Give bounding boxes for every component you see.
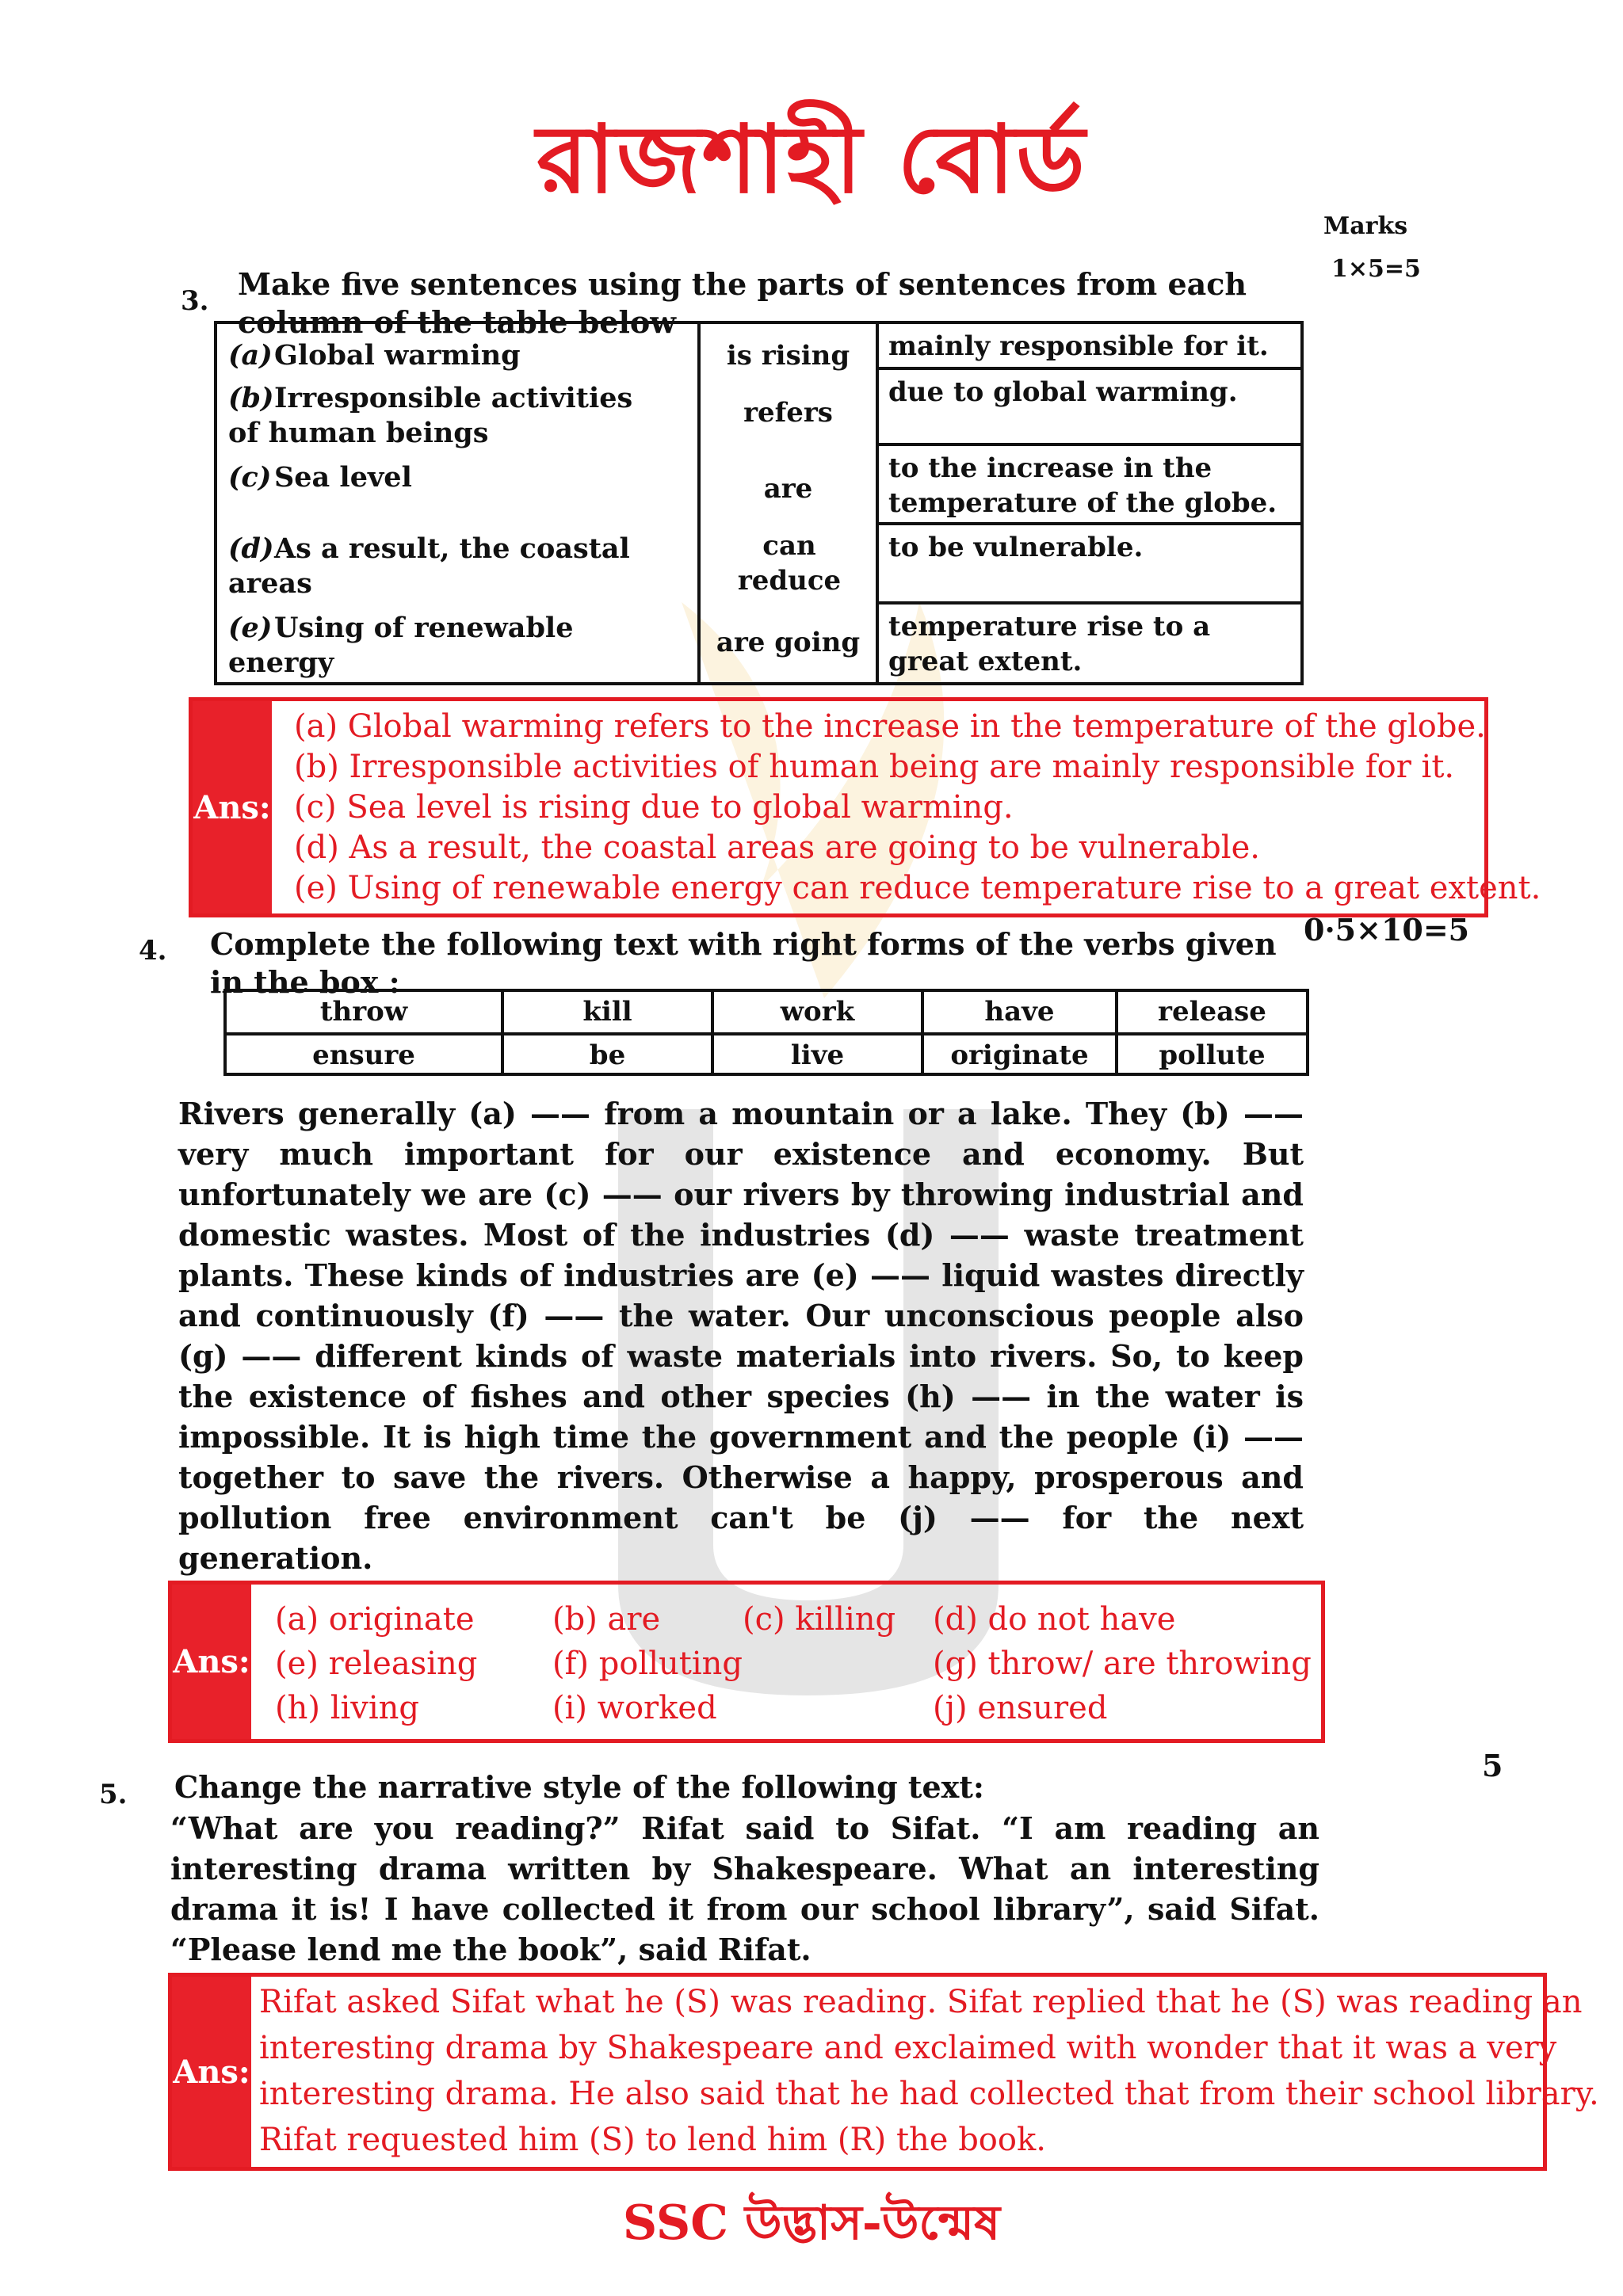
question-number-3: 3. <box>181 285 209 317</box>
verb-cell: throw <box>227 992 504 1032</box>
verb-cell: refers <box>743 397 833 429</box>
question-4-instruction: Complete the following text with right forms of the verbs given in the box : <box>210 926 1277 1000</box>
table-row-b: (b)Irresponsible activities of human beings <box>228 382 633 449</box>
answer-line: (e) Using of renewable energy can reduce temperature rise to a great extent. <box>294 870 1541 906</box>
table-row-c: (c) Sea level <box>228 461 412 494</box>
answer-item: (j) ensured <box>933 1690 1108 1726</box>
ending-cell: temperature rise to a great extent. <box>888 611 1211 677</box>
answer-line: Rifat requested him (S) to lend him (R) the book. <box>259 2122 1046 2158</box>
answer-line: (b) Irresponsible activities of human being are mainly responsible for it. <box>294 749 1455 785</box>
question-4-marks: 0·5×10=5 <box>1304 912 1470 948</box>
table-row-d: (d)As a result, the coastal areas <box>228 532 630 600</box>
answer-box-q5 <box>168 1973 1599 2171</box>
question-number-4: 4. <box>139 935 167 967</box>
answer-line: (a) Global warming refers to the increase in the temperature of the globe. <box>294 708 1486 745</box>
answer-item: (a) originate <box>275 1601 475 1638</box>
table-column-c <box>879 324 1300 682</box>
verb-cell: be <box>504 1035 714 1076</box>
verb-cell: ensure <box>227 1035 504 1076</box>
answer-item: (f) polluting <box>552 1646 743 1682</box>
answer-item: (c) killing <box>743 1601 896 1638</box>
answer-item: (e) releasing <box>275 1646 478 1682</box>
answer-item: (h) living <box>275 1690 420 1726</box>
question-5-instruction: Change the narrative style of the following text: <box>174 1769 984 1805</box>
verb-box <box>223 989 1309 1076</box>
verb-cell: pollute <box>1159 1039 1266 1071</box>
answer-line: (d) As a result, the coastal areas are going to be vulnerable. <box>294 830 1260 866</box>
marks-label: Marks <box>1323 212 1408 240</box>
question-number-5: 5. <box>99 1779 128 1810</box>
answer-line: interesting drama. He also said that he had collected that from their school library. <box>259 2076 1599 2112</box>
question-4-passage: Rivers generally (a) —— from a mountain or a lake. They (b) —— very much important for our existence and economy. But unfortunately we are (c) —— our rivers by throwing industrial and domestic wastes. Most of the industries (d) —— waste treatment plants. These kinds of industries are (e) —— liquid wastes directly and continuously (f) —— the water. Our unconscious people also (g) —— different kinds of waste materials into rivers. So, to keep the existence of fishes and other species (h) —— in the water is impossible. It is high time the government and the people (i) —— together to save the rivers. Otherwise a happy, prosperous and pollution free environment can't be (j) —— for the next generation. <box>178 1096 1304 1576</box>
question-3-instruction: Make five sentences using the parts of sentences from each column of the table below <box>238 266 1247 340</box>
answer-item: (g) throw/ are throwing <box>933 1646 1312 1682</box>
answer-item: (d) do not have <box>933 1601 1176 1638</box>
ending-cell: to the increase in the temperature of the globe. <box>879 446 1300 525</box>
question-5-marks: 5 <box>1482 1748 1503 1783</box>
sentence-parts-table <box>214 321 1304 685</box>
answer-tag: Ans: <box>193 701 272 913</box>
verb-cell: kill <box>504 992 714 1032</box>
answer-line: (c) Sea level is rising due to global warming. <box>294 789 1014 826</box>
table-row-a: (a)Global warming <box>228 339 521 372</box>
ending-cell: due to global warming. <box>879 370 1300 446</box>
answer-tag: Ans: <box>172 1977 251 2167</box>
ending-cell: mainly responsible for it. <box>879 324 1300 370</box>
answer-item: (b) are <box>552 1601 661 1638</box>
board-title: রাজশাহী বোর্ড <box>536 105 1087 214</box>
verb-cell: are <box>763 473 813 505</box>
verb-cell: live <box>714 1035 924 1076</box>
table-row-e: (e)Using of renewable energy <box>228 612 574 679</box>
verb-cell: can reduce <box>737 530 842 597</box>
answer-line: Rifat asked Sifat what he (S) was reading. Sifat replied that he (S) was reading an <box>259 1984 1583 2020</box>
ending-cell: to be vulnerable. <box>879 525 1300 605</box>
verb-cell: originate <box>924 1035 1118 1076</box>
verb-cell: have <box>924 992 1118 1032</box>
answer-item: (i) worked <box>552 1690 717 1726</box>
verb-cell: release <box>1158 996 1266 1028</box>
answer-tag: Ans: <box>172 1585 251 1739</box>
question-5-passage: “What are you reading?” Rifat said to Sifat. “I am reading an interesting drama written by Shakespeare. What an interesting drama it is! I have collected it from our school library”, said Sifat. “Please lend me the book”, said Rifat. <box>170 1810 1319 1967</box>
answer-line: interesting drama by Shakespeare and exclaimed with wonder that it was a very <box>259 2030 1557 2066</box>
verb-cell: are going <box>716 627 861 658</box>
answer-box-q4 <box>168 1581 1325 1743</box>
table-column-b <box>701 324 879 682</box>
table-column-a <box>217 324 701 682</box>
footer-brand: SSC উদ্ভাস-উন্মেষ <box>622 2195 1001 2251</box>
answer-box-q3 <box>189 697 1541 917</box>
verb-cell: is rising <box>726 340 850 372</box>
verb-cell: work <box>714 992 924 1032</box>
marks-value: 1×5=5 <box>1331 255 1421 283</box>
